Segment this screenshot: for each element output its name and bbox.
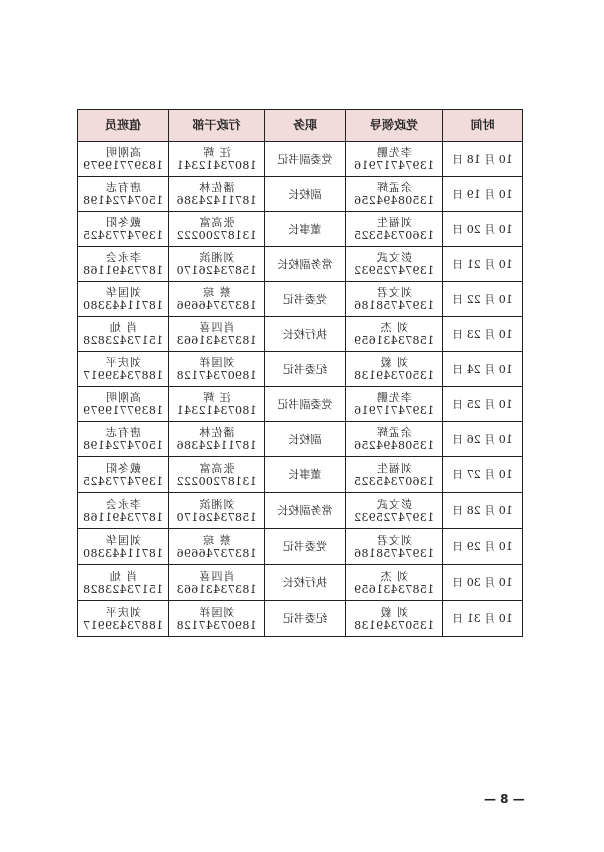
header-leader: 党政领导 [346, 110, 443, 142]
admin-phone: 15873426170 [176, 510, 257, 524]
duty-name: 刘庆平 [105, 356, 141, 369]
duty-phone: 18711443380 [82, 546, 164, 560]
duty-name: 高刚明 [105, 391, 141, 404]
admin-phone: 18373431663 [176, 334, 257, 347]
cell-admin [169, 565, 265, 601]
cell-duty [78, 457, 169, 493]
leader-name: 李先鹏 [376, 146, 412, 159]
admin-phone: 18073412341 [176, 404, 257, 417]
cell-date: 10 月 29 日 [443, 529, 523, 565]
page-number: — 8 — [484, 792, 525, 806]
leader-name: 刘福生 [376, 461, 412, 475]
admin-phone: 13187200222 [176, 229, 257, 242]
admin-name: 刘湘滨 [198, 497, 235, 511]
cell-duty [78, 422, 169, 457]
leader-name: 彭文武 [376, 251, 412, 264]
cell-position: 党委副书记 [265, 142, 346, 177]
table-row [78, 142, 523, 177]
cell-position: 执行校长 [265, 565, 346, 601]
cell-date: 10 月 23 日 [443, 317, 523, 352]
cell-duty [78, 565, 169, 601]
header-date: 时间 [443, 110, 523, 142]
leader-phone: 13974725932 [353, 510, 435, 524]
cell-position: 党委副书记 [265, 387, 346, 422]
leader-phone: 13974725932 [353, 264, 435, 277]
cell-position: 常务副校长 [265, 493, 346, 529]
leader-phone: 13507349138 [353, 618, 435, 632]
cell-position: 董事长 [265, 212, 346, 247]
admin-phone: 18907347128 [176, 618, 257, 632]
duty-phone: 18773491168 [82, 510, 164, 524]
cell-leader [346, 387, 443, 422]
cell-date: 10 月 28 日 [443, 493, 523, 529]
table-row [78, 493, 523, 529]
leader-phone: 13974758186 [353, 299, 435, 312]
leader-name: 刘文君 [376, 533, 412, 547]
cell-date: 10 月 31 日 [443, 601, 523, 637]
admin-phone: 15873426170 [176, 264, 257, 277]
leader-phone: 13607345325 [353, 229, 435, 242]
duty-phone: 18873439917 [82, 369, 164, 382]
cell-leader [346, 142, 443, 177]
cell-position: 党委书记 [265, 282, 346, 317]
duty-phone: 13974773425 [82, 474, 164, 488]
duty-phone: 15173423828 [82, 582, 164, 596]
cell-leader [346, 212, 443, 247]
admin-name: 肖四喜 [198, 569, 235, 583]
cell-date: 10 月 26 日 [443, 422, 523, 457]
duty-phone: 15173423828 [82, 334, 164, 347]
cell-admin [169, 422, 265, 457]
cell-leader [346, 422, 443, 457]
cell-leader [346, 177, 443, 212]
table-row [78, 282, 523, 317]
cell-position: 董事长 [265, 457, 346, 493]
leader-name: 刘文君 [376, 286, 412, 299]
cell-leader [346, 457, 443, 493]
cell-position: 纪委书记 [265, 352, 346, 387]
table-row [78, 352, 523, 387]
duty-phone: 18873439917 [82, 618, 164, 632]
leader-name: 刘 毅 [379, 356, 409, 369]
table-header-row [78, 110, 523, 142]
table-row [78, 565, 523, 601]
cell-admin [169, 352, 265, 387]
cell-admin [169, 529, 265, 565]
table-row [78, 457, 523, 493]
duty-name: 唐有志 [105, 181, 141, 194]
header-admin: 行政干部 [169, 110, 265, 142]
duty-name: 李永会 [105, 251, 141, 264]
cell-admin [169, 212, 265, 247]
cell-leader [346, 352, 443, 387]
duty-phone: 15074724198 [82, 194, 164, 207]
cell-leader [346, 282, 443, 317]
duty-phone: 15074724198 [82, 439, 164, 452]
table-row [78, 529, 523, 565]
cell-admin [169, 177, 265, 212]
cell-position: 副校长 [265, 177, 346, 212]
cell-leader [346, 565, 443, 601]
admin-name: 汪 辉 [202, 146, 231, 159]
duty-phone: 18397719979 [82, 159, 164, 172]
leader-name: 李先鹏 [376, 391, 412, 404]
cell-duty [78, 317, 169, 352]
duty-name: 刘国华 [105, 533, 141, 547]
duty-phone: 18711443380 [82, 299, 164, 312]
cell-date: 10 月 27 日 [443, 457, 523, 493]
duty-name: 刘国华 [105, 286, 141, 299]
cell-leader [346, 317, 443, 352]
admin-phone: 18373746696 [176, 299, 257, 312]
admin-name: 刘国祥 [198, 605, 235, 619]
duty-name: 高刚明 [105, 146, 141, 159]
cell-admin [169, 247, 265, 282]
cell-date: 10 月 25 日 [443, 387, 523, 422]
header-position: 职务 [265, 110, 346, 142]
leader-name: 彭文武 [376, 497, 412, 511]
cell-leader [346, 493, 443, 529]
cell-date: 10 月 19 日 [443, 177, 523, 212]
cell-admin [169, 142, 265, 177]
admin-name: 刘湘滨 [198, 251, 235, 264]
leader-name: 余孟辉 [376, 181, 412, 194]
duty-phone: 13974773425 [82, 229, 164, 242]
leader-phone: 13974717916 [353, 159, 435, 172]
cell-duty [78, 493, 169, 529]
cell-admin [169, 317, 265, 352]
cell-date: 10 月 20 日 [443, 212, 523, 247]
cell-date: 10 月 22 日 [443, 282, 523, 317]
cell-admin [169, 457, 265, 493]
duty-name: 李永会 [105, 497, 141, 511]
duty-name: 唐有志 [105, 426, 141, 439]
cell-duty [78, 247, 169, 282]
cell-duty [78, 387, 169, 422]
admin-name: 汪 辉 [202, 391, 231, 404]
table-row [78, 177, 523, 212]
admin-name: 潘佐林 [198, 426, 235, 439]
cell-admin [169, 493, 265, 529]
leader-name: 刘 杰 [379, 569, 409, 583]
duty-schedule-table [77, 109, 523, 637]
cell-position: 党委书记 [265, 529, 346, 565]
cell-leader [346, 601, 443, 637]
leader-name: 刘 毅 [379, 605, 409, 619]
leader-phone: 13508494256 [353, 194, 435, 207]
leader-phone: 13508494256 [353, 439, 435, 452]
admin-phone: 13187200222 [176, 474, 257, 488]
cell-duty [78, 142, 169, 177]
cell-duty [78, 282, 169, 317]
admin-name: 蔡 琼 [202, 533, 231, 547]
admin-phone: 18711424386 [176, 439, 257, 452]
cell-date: 10 月 18 日 [443, 142, 523, 177]
duty-name: 肖 灿 [108, 321, 138, 334]
cell-duty [78, 177, 169, 212]
cell-admin [169, 282, 265, 317]
cell-position: 执行校长 [265, 317, 346, 352]
admin-phone: 18711424386 [176, 194, 257, 207]
leader-phone: 13974758186 [353, 546, 435, 560]
leader-phone: 13974717916 [353, 404, 435, 417]
leader-phone: 13607345325 [353, 474, 435, 488]
cell-duty [78, 529, 169, 565]
cell-admin [169, 601, 265, 637]
cell-position: 常务副校长 [265, 247, 346, 282]
admin-name: 刘国祥 [198, 356, 235, 369]
table-row [78, 601, 523, 637]
admin-name: 蔡 琼 [202, 286, 231, 299]
admin-phone: 18907347128 [176, 369, 257, 382]
duty-phone: 18397719979 [82, 404, 164, 417]
cell-position: 纪委书记 [265, 601, 346, 637]
duty-name: 戴冬阳 [105, 216, 141, 229]
admin-phone: 18373431663 [176, 582, 257, 596]
cell-date: 10 月 30 日 [443, 565, 523, 601]
admin-phone: 18373746696 [176, 546, 257, 560]
admin-name: 张高富 [198, 216, 235, 229]
table-row [78, 247, 523, 282]
leader-phone: 13507349138 [353, 369, 435, 382]
leader-phone: 15873431659 [353, 334, 435, 347]
table-body [78, 142, 523, 637]
cell-date: 10 月 21 日 [443, 247, 523, 282]
leader-name: 余孟辉 [376, 426, 412, 439]
duty-phone: 18773491168 [82, 264, 164, 277]
table-row [78, 212, 523, 247]
leader-name: 刘 杰 [379, 321, 409, 334]
cell-leader [346, 529, 443, 565]
cell-duty [78, 352, 169, 387]
admin-name: 张高富 [198, 461, 235, 475]
duty-name: 戴冬阳 [105, 461, 141, 475]
cell-date: 10 月 24 日 [443, 352, 523, 387]
leader-name: 刘福生 [376, 216, 412, 229]
cell-admin [169, 387, 265, 422]
cell-duty [78, 601, 169, 637]
table-row [78, 317, 523, 352]
header-duty: 值班员 [78, 110, 169, 142]
table-row [78, 387, 523, 422]
duty-name: 刘庆平 [105, 605, 141, 619]
admin-name: 肖四喜 [198, 321, 235, 334]
cell-leader [346, 247, 443, 282]
table-row [78, 422, 523, 457]
admin-name: 潘佐林 [198, 181, 235, 194]
cell-position: 副校长 [265, 422, 346, 457]
leader-phone: 15873431659 [353, 582, 435, 596]
duty-name: 肖 灿 [108, 569, 138, 583]
cell-duty [78, 212, 169, 247]
admin-phone: 18073412341 [176, 159, 257, 172]
